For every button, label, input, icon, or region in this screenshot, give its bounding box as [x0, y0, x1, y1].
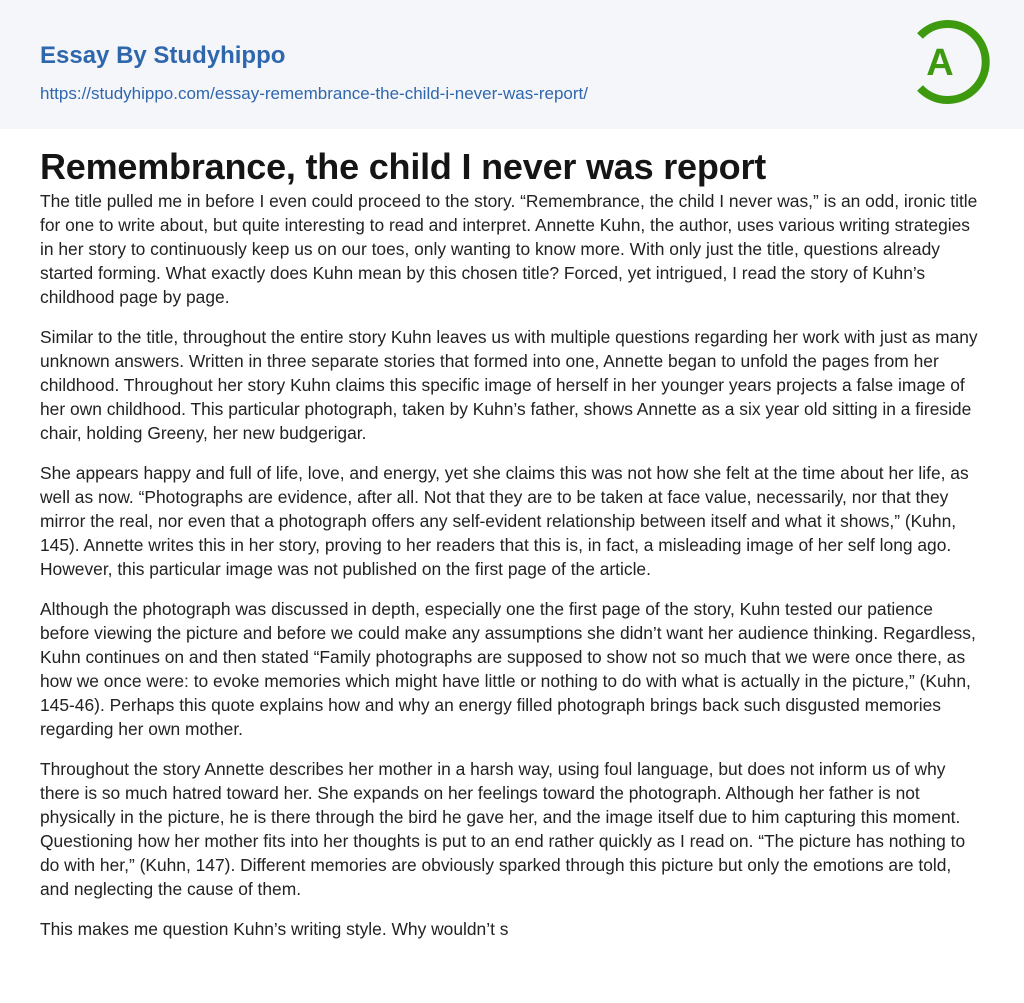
- paragraph: The title pulled me in before I even could proceed to the story. “Remembrance, the child I never was,” is an odd, ironic title for one to write about, but quite interesting to read and interpret. Annette Kuhn, the author, uses various writing strategies in her story to continuously keep us on our toes, only wanting to know more. With only just the title, questions already started forming. What exactly does Kuhn mean by this chosen title? Forced, yet intrigued, I read the story of Kuhn’s childhood page by page.: [40, 191, 978, 307]
- paragraph: Similar to the title, throughout the entire story Kuhn leaves us with multiple questions regarding her work with just as many unknown answers. Written in three separate stories that formed into one, Annette began to unfold the pages from her childhood. Throughout her story Kuhn claims this specific image of herself in her younger years projects a false image of her own childhood. This particular photograph, taken by Kuhn’s father, shows Annette as a six year old sitting in a fireside chair, holding Greeny, her new budgerigar.: [40, 327, 978, 443]
- paragraph: She appears happy and full of life, love, and energy, yet she claims this was not how she felt at the time about her life, as well as now. “Photographs are evidence, after all. Not that they are to be taken at face value, necessarily, nor that they mirror the real, nor even that a photograph offers any self-evident relationship between itself and what it shows,” (Kuhn, 145). Annette writes this in her story, proving to her readers that this is, in fact, a misleading image of her self long ago. However, this particular image was not published on the first page of the article.: [40, 463, 969, 579]
- article: [0, 129, 1024, 941]
- paragraph-truncated: This makes me question Kuhn’s writing style. Why wouldn’t s: [40, 919, 509, 939]
- site-header: [0, 0, 1024, 129]
- paragraph: Throughout the story Annette describes her mother in a harsh way, using foul language, but does not inform us of why there is so much hatred toward her. She expands on her feelings toward the photograph. Although her father is not physically in the picture, he is there through the bird he gave her, and the image itself due to him capturing this moment. Questioning how her mother fits into her thoughts is put to an end rather quickly as I read on. “The picture has nothing to do with her,” (Kuhn, 147). Different memories are obviously sparked through this picture but only the emotions are told, and neglecting the cause of them.: [40, 759, 966, 899]
- essay-url-link[interactable]: https://studyhippo.com/essay-remembrance-the-child-i-never-was-report/: [40, 84, 588, 103]
- studyhippo-logo-icon[interactable]: [906, 18, 990, 106]
- article-title: Remembrance, the child I never was report: [40, 146, 767, 187]
- logo-letter: A: [926, 42, 954, 84]
- article-body: [40, 189, 985, 941]
- paragraph: Although the photograph was discussed in depth, especially one the first page of the story, Kuhn tested our patience before viewing the picture and before we could make any assumptions she didn’t want her audience thinking. Regardless, Kuhn continues on and then stated “Family photographs are supposed to show not so much that we were once there, as how we once were: to evoke memories which might have little or nothing to do with what is actually in the picture,” (Kuhn, 145-46). Perhaps this quote explains how and why an energy filled photograph brings back such disgusted memories regarding her own mother.: [40, 599, 976, 739]
- brand-title[interactable]: Essay By Studyhippo: [40, 42, 286, 69]
